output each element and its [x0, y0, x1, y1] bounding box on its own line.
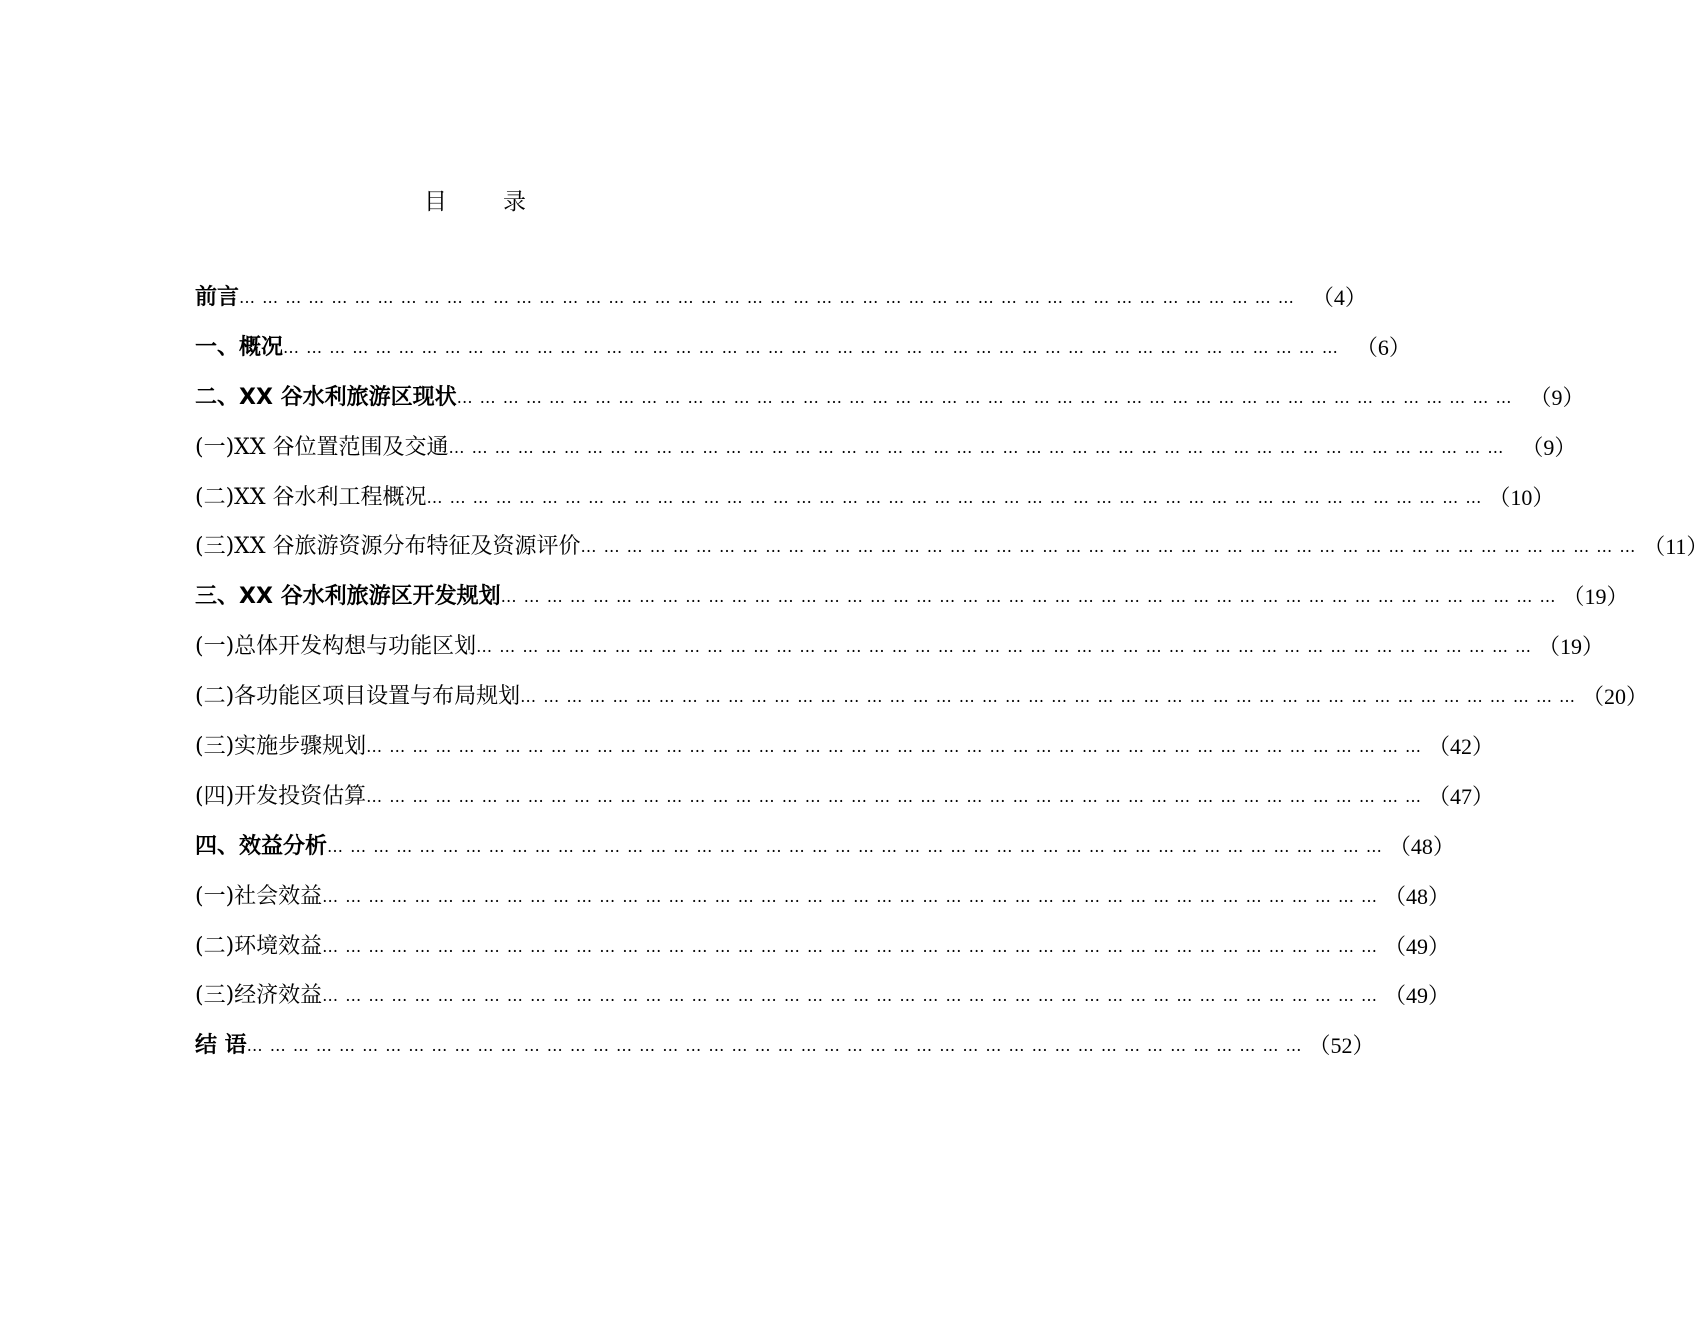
toc-entry-page-number: （48） [1388, 833, 1455, 859]
toc-entry[interactable] [195, 681, 1649, 731]
toc-entry-page-number: （48） [1384, 883, 1451, 909]
toc-entry-label: (三)XX 谷旅游资源分布特征及资源评价 [195, 534, 581, 560]
toc-entry-page-number: （47） [1428, 783, 1495, 809]
toc-dot-leader: … … … … … … … … … … … … … … … … … … … … … … … … … … … … … … … … … … … … … … … … … … … … … … [246, 1036, 1303, 1056]
page-title [0, 183, 950, 216]
toc-dot-leader: … … … … … … … … … … … … … … … … … … … … … … … … … … … … … … … … … … … … … … … … … … … … … … [322, 936, 1379, 956]
toc-entry-label: (一)总体开发构想与功能区划 [195, 634, 477, 660]
toc-entry[interactable] [195, 631, 1605, 681]
toc-entry-page-number: （49） [1384, 933, 1451, 959]
toc-entry-page-number: （9） [1529, 384, 1585, 410]
toc-entry[interactable] [195, 432, 1577, 482]
toc-entry-page-number: （6） [1355, 334, 1411, 360]
toc-dot-leader: … … … … … … … … … … … … … … … … … … … … … … … … … … … … … … … … … … … … … … … … … … … … … … [580, 537, 1637, 557]
toc-entry-page-number: （4） [1311, 285, 1367, 310]
toc-entry-label: (二)各功能区项目设置与布局规划 [195, 684, 521, 710]
toc-entry[interactable] [195, 482, 1555, 532]
toc-entry-label: (二)环境效益 [195, 933, 323, 959]
toc-entry-page-number: （19） [1538, 634, 1605, 660]
toc-dot-leader: … … … … … … … … … … … … … … … … … … … … … … … … … … … … … … … … … … … … … … … … … … … … … … [283, 337, 1339, 357]
title-char-2: 录 [503, 189, 526, 215]
toc-dot-leader: … … … … … … … … … … … … … … … … … … … … … … … … … … … … … … … … … … … … … … … … … … … … … … [366, 737, 1423, 757]
toc-entry-label: 二、XX 谷水利旅游区现状 [195, 384, 457, 410]
toc-dot-leader: … … … … … … … … … … … … … … … … … … … … … … … … … … … … … … … … … … … … … … … … … … … … … … [239, 288, 1295, 307]
toc-dot-leader: … … … … … … … … … … … … … … … … … … … … … … … … … … … … … … … … … … … … … … … … … … … … … … [456, 387, 1513, 407]
toc-entry-page-number: （9） [1521, 434, 1577, 460]
table-of-contents [195, 282, 1708, 1080]
toc-entry-page-number: （20） [1582, 684, 1649, 710]
toc-entry-label: (一)XX 谷位置范围及交通 [195, 434, 449, 460]
toc-entry[interactable] [195, 531, 1708, 581]
toc-dot-leader: … … … … … … … … … … … … … … … … … … … … … … … … … … … … … … … … … … … … … … … … … … … … … … [500, 587, 1557, 607]
toc-entry-label: (二)XX 谷水利工程概况 [195, 484, 427, 510]
toc-entry[interactable] [195, 282, 1367, 332]
toc-entry-page-number: （49） [1384, 983, 1451, 1009]
toc-dot-leader: … … … … … … … … … … … … … … … … … … … … … … … … … … … … … … … … … … … … … … … … … … … … … … [322, 886, 1379, 906]
toc-entry-page-number: （19） [1562, 584, 1629, 610]
toc-entry[interactable] [195, 881, 1451, 931]
toc-entry-page-number: （52） [1308, 1033, 1375, 1059]
toc-entry-page-number: （11） [1643, 534, 1708, 560]
toc-entry[interactable] [195, 382, 1585, 432]
toc-dot-leader: … … … … … … … … … … … … … … … … … … … … … … … … … … … … … … … … … … … … … … … … … … … … … … [327, 836, 1383, 856]
toc-entry[interactable] [195, 581, 1629, 631]
toc-dot-leader: … … … … … … … … … … … … … … … … … … … … … … … … … … … … … … … … … … … … … … … … … … … … … … [322, 986, 1379, 1006]
title-char-1: 目 [424, 189, 447, 215]
toc-entry-label: 三、XX 谷水利旅游区开发规划 [195, 584, 501, 610]
toc-dot-leader: … … … … … … … … … … … … … … … … … … … … … … … … … … … … … … … … … … … … … … … … … … … … … … [366, 786, 1423, 806]
toc-entry-label: 前言 [195, 285, 240, 310]
toc-entry[interactable] [195, 931, 1451, 981]
toc-entry[interactable] [195, 1030, 1375, 1080]
toc-entry[interactable] [195, 332, 1411, 382]
toc-entry-label: (一)社会效益 [195, 883, 323, 909]
toc-entry[interactable] [195, 781, 1495, 831]
toc-entry-label: (三)经济效益 [195, 983, 323, 1009]
toc-entry-label: 四、效益分析 [195, 833, 328, 859]
toc-entry-label: (三)实施步骤规划 [195, 734, 367, 760]
toc-entry-label: 一、概况 [195, 334, 284, 360]
toc-dot-leader: … … … … … … … … … … … … … … … … … … … … … … … … … … … … … … … … … … … … … … … … … … … … … … [448, 437, 1505, 457]
toc-entry-label: (四)开发投资估算 [195, 783, 367, 809]
toc-entry-page-number: （10） [1488, 484, 1555, 510]
toc-dot-leader: … … … … … … … … … … … … … … … … … … … … … … … … … … … … … … … … … … … … … … … … … … … … … … [476, 637, 1533, 657]
toc-entry[interactable] [195, 731, 1495, 781]
toc-entry[interactable] [195, 831, 1455, 881]
toc-dot-leader: … … … … … … … … … … … … … … … … … … … … … … … … … … … … … … … … … … … … … … … … … … … … … … [426, 487, 1483, 507]
toc-dot-leader: … … … … … … … … … … … … … … … … … … … … … … … … … … … … … … … … … … … … … … … … … … … … … … [520, 687, 1577, 707]
toc-entry-page-number: （42） [1428, 734, 1495, 760]
toc-entry-label: 结 语 [195, 1033, 247, 1059]
toc-entry[interactable] [195, 980, 1451, 1030]
